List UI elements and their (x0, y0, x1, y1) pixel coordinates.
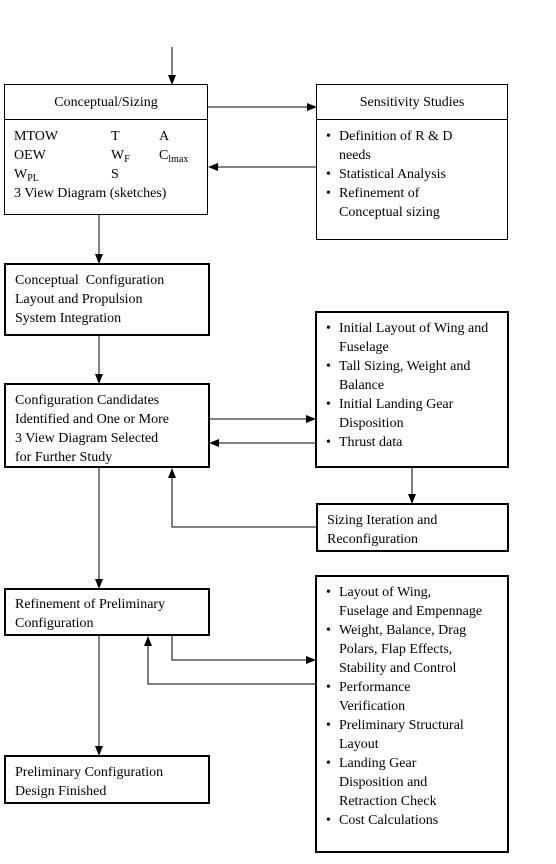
conceptual-configuration-box (4, 263, 210, 336)
list-item: • Statistical Analysis (326, 165, 501, 184)
symbol-wing-area: S (111, 167, 119, 182)
conceptual-configuration-text: Conceptual Configuration Layout and Propulsion System Integration (15, 273, 165, 326)
symbol-payload-weight: $W_{PL}$ (14, 167, 39, 184)
list-item: • Layout of Wing, Fuselage and Empennage (326, 583, 503, 621)
list-item: • Thrust data (326, 433, 503, 452)
sizing-iteration-box (316, 503, 509, 552)
symbol-thrust: T (111, 129, 120, 144)
refinement-text: Refinement of Preliminary Configuration (15, 597, 166, 631)
list-item: • Definition of R & D needs (326, 127, 501, 165)
preliminary-analysis-list (326, 583, 503, 830)
arrow-refinement-to-preliminary-analysis (172, 636, 315, 660)
list-item: • Initial Landing Gear Disposition (326, 395, 503, 433)
symbol-oew: OEW (14, 148, 46, 163)
sketch-label: 3 View Diagram (sketches) (14, 186, 167, 201)
finished-text: Preliminary Configuration Design Finished (15, 765, 164, 799)
initial-layout-box (315, 311, 509, 468)
sensitivity-divider (317, 119, 507, 120)
list-item: • Landing Gear Disposition and Retraction Check (326, 754, 503, 811)
finished-box (4, 755, 210, 804)
sensitivity-studies-title: Sensitivity Studies (359, 95, 465, 110)
initial-layout-list (326, 319, 503, 452)
arrow-sizing-iteration-to-candidates (172, 469, 316, 527)
list-item: • Tall Sizing, Weight and Balance (326, 357, 503, 395)
list-item: • Preliminary Structural Layout (326, 716, 503, 754)
list-item: • Cost Calculations (326, 811, 503, 830)
preliminary-analysis-box (315, 575, 509, 853)
configuration-candidates-box (4, 383, 210, 468)
list-item: • Performance Verification (326, 678, 503, 716)
sensitivity-list (326, 127, 501, 222)
symbol-aspect-ratio: A (159, 129, 170, 144)
list-item: • Weight, Balance, Drag Polars, Flap Effects, Stability and Control (326, 621, 503, 678)
sizing-iteration-text: Sizing Iteration and Reconfiguration (327, 513, 438, 547)
list-item: • Initial Layout of Wing and Fuselage (326, 319, 503, 357)
conceptual-sizing-divider (5, 119, 207, 120)
conceptual-sizing-title: Conceptual/Sizing (54, 95, 158, 110)
symbol-fuel-weight: $W_F$ (111, 148, 130, 165)
conceptual-sizing-box (4, 84, 208, 215)
symbol-clmax: $C_{lmax}$ (159, 148, 189, 165)
configuration-candidates-text: Configuration Candidates Identified and One or More 3 View Diagram Selected for Further Study (15, 393, 169, 465)
sensitivity-studies-box (316, 84, 508, 240)
refinement-box (4, 588, 210, 636)
symbol-mtow: MTOW (14, 129, 59, 144)
list-item: • Refinement of Conceptual sizing (326, 184, 501, 222)
